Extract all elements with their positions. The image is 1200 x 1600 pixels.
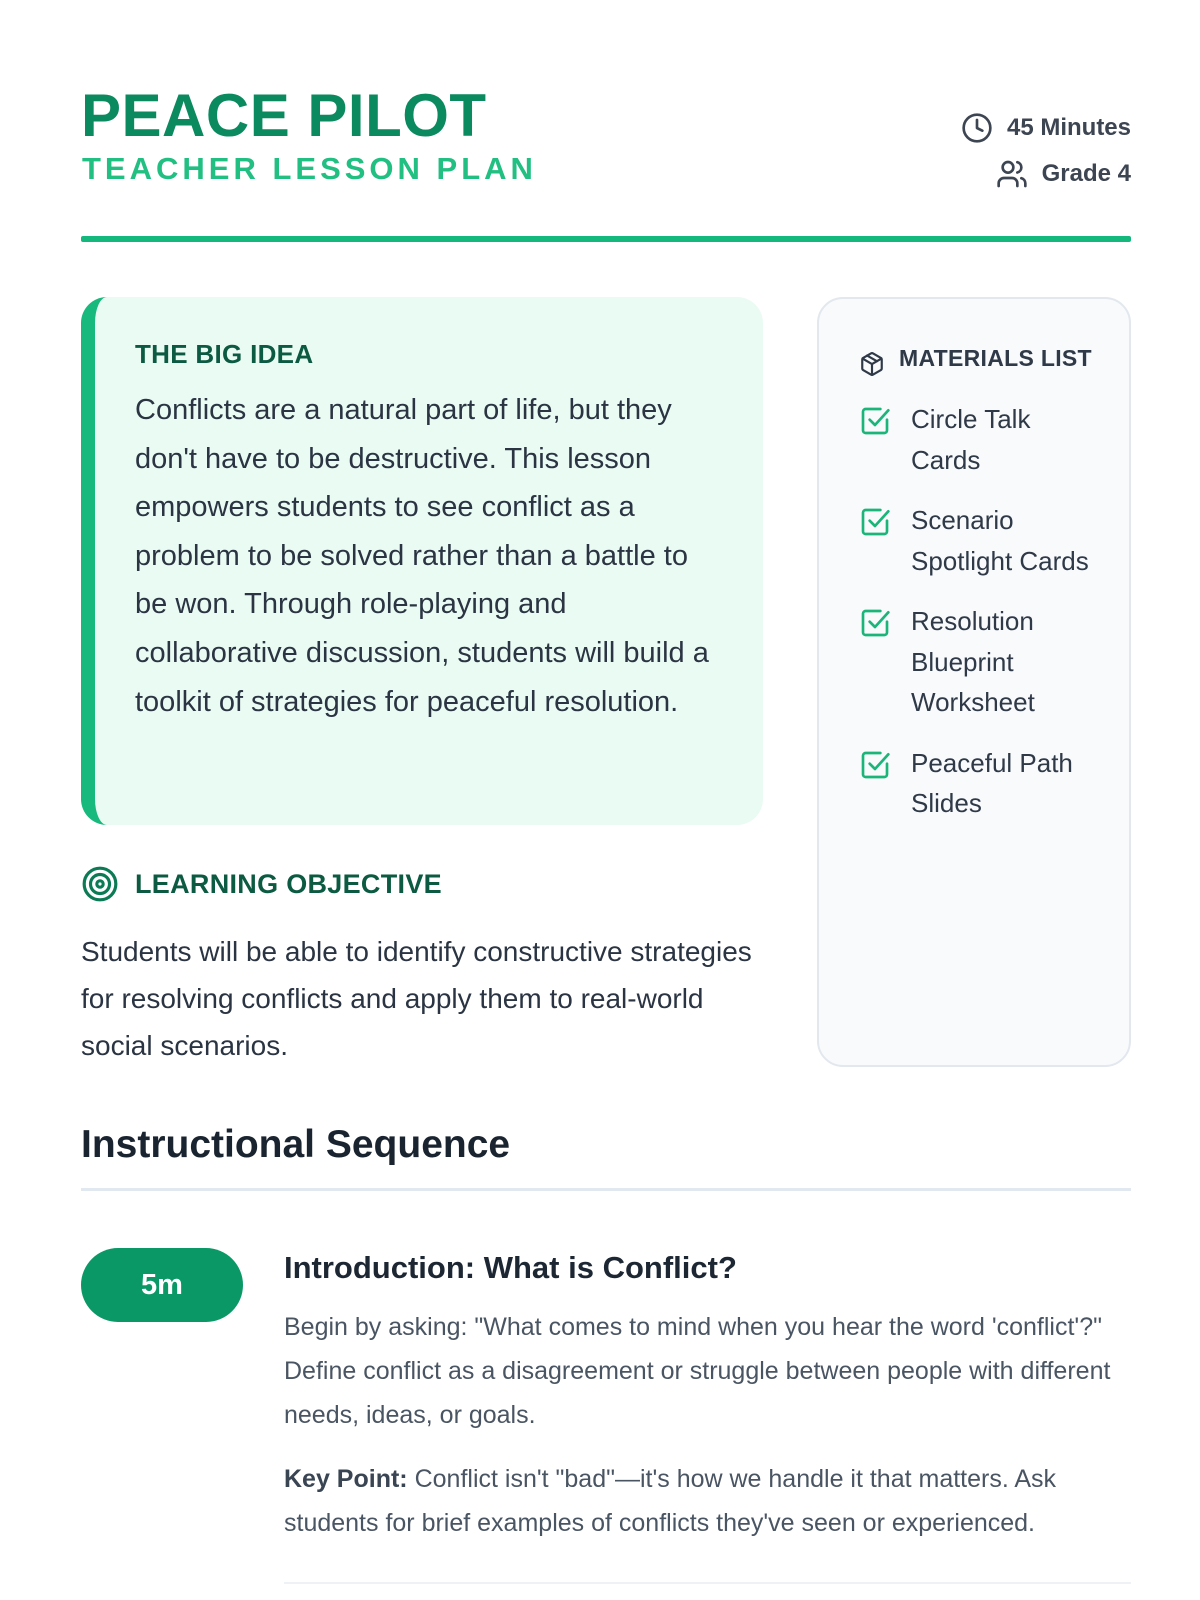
material-label: Scenario Spotlight Cards: [911, 505, 1089, 576]
checkbox-checked-icon: [859, 749, 891, 781]
sequence-title: Instructional Sequence: [81, 1123, 511, 1166]
step-title: Introduction: What is Conflict?: [284, 1250, 737, 1285]
step-key-point: [284, 1457, 1140, 1545]
step-body: Begin by asking: "What comes to mind when you hear the word 'conflict'?" Define conflict as a disagreement or struggle between people with different needs, ideas, or goals.: [284, 1313, 1111, 1429]
objective-heading: [81, 865, 442, 903]
materials-label: MATERIALS LIST: [899, 345, 1092, 371]
list-item: [859, 399, 1109, 480]
package-icon: [859, 351, 885, 377]
key-point-text: Conflict isn't "bad"—it's how we handle it that matters. Ask students for brief examples of conflicts they've seen or experienced.: [284, 1465, 1057, 1537]
materials-list: [859, 399, 1109, 824]
page-title: PEACE PILOT: [81, 82, 487, 149]
big-idea-text: Conflicts are a natural part of life, but they don't have to be destructive. This lesson empowers students to see conflict as a problem to be solved rather than a battle to be won. Through role-playing and collaborative discussion, students will build a toolkit of strategies for peaceful resolution.: [135, 394, 709, 718]
step-time-badge: 5m: [81, 1248, 243, 1322]
users-icon: [996, 158, 1028, 190]
objective-text: Students will be able to identify constructive strategies for resolving conflicts and apply them to real-world social scenarios.: [81, 936, 752, 1061]
grade-row: [961, 156, 1131, 192]
lesson-meta: [961, 110, 1131, 202]
clock-icon: [961, 112, 993, 144]
checkbox-checked-icon: [859, 607, 891, 639]
step-divider: [284, 1582, 1131, 1584]
duration-text: 45 Minutes: [1006, 114, 1131, 141]
list-item: [859, 601, 1109, 723]
big-idea-card: [81, 297, 763, 825]
key-point-label: Key Point:: [284, 1465, 408, 1493]
checkbox-checked-icon: [859, 405, 891, 437]
checkbox-checked-icon: [859, 506, 891, 538]
duration-row: [961, 110, 1131, 146]
material-label: Resolution Blueprint Worksheet: [911, 606, 1035, 717]
big-idea-label: THE BIG IDEA: [135, 339, 314, 369]
objective-label: LEARNING OBJECTIVE: [135, 868, 442, 899]
materials-card: [817, 297, 1131, 1067]
target-icon: [81, 865, 119, 903]
page-subtitle: TEACHER LESSON PLAN: [82, 151, 537, 186]
material-label: Peaceful Path Slides: [911, 747, 1073, 818]
list-item: [859, 743, 1109, 824]
header-divider: [81, 236, 1131, 242]
material-label: Circle Talk Cards: [911, 404, 1031, 475]
grade-text: Grade 4: [1041, 160, 1131, 187]
sequence-divider: [81, 1188, 1131, 1191]
list-item: [859, 500, 1109, 581]
materials-heading: [859, 341, 1109, 377]
